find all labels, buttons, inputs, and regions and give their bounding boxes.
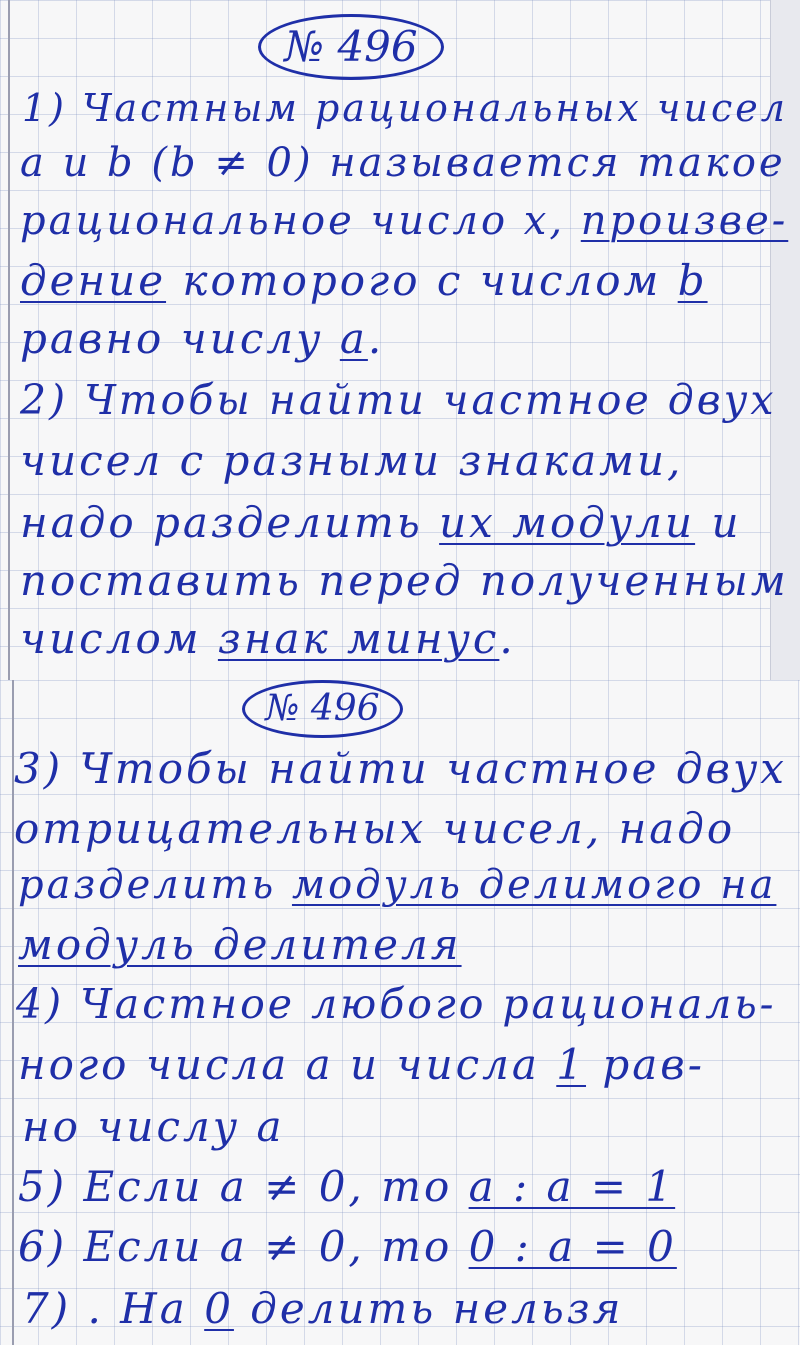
text-line: 1) Частным рациональных чисел: [22, 86, 788, 130]
underlined-term: их модули: [439, 498, 696, 547]
text-line: поставить перед полученным: [20, 556, 789, 605]
underlined-term: a : a = 1: [468, 1162, 676, 1211]
text-line: 3) Чтобы найти частное двух: [14, 744, 787, 793]
text-line: числом знак минус.: [20, 614, 516, 663]
text-line: отрицательных чисел, надо: [14, 804, 736, 853]
text-line: 5) Если a ≠ 0, то a : a = 1: [18, 1162, 676, 1211]
underlined-term: 0: [204, 1284, 234, 1333]
margin-line: [8, 0, 10, 680]
text-line: чисел с разными знаками,: [20, 436, 684, 485]
text-line: [18, 920, 462, 969]
underlined-term: a: [339, 314, 368, 363]
exercise-number-title: № 496: [258, 14, 444, 80]
underlined-term: 0 : a = 0: [468, 1222, 677, 1271]
text-line: 2) Чтобы найти частное двух: [20, 376, 777, 424]
text-line: ного числа a и числа 1 рав-: [18, 1040, 705, 1089]
underlined-term: модуль делителя: [18, 920, 462, 969]
text-line: 4) Частное любого рациональ-: [16, 980, 777, 1028]
text-line: равно числу a.: [20, 314, 385, 363]
text-line: дение которого с числом b: [20, 256, 708, 305]
underlined-term: модуль делимого на: [291, 862, 777, 908]
underlined-term: произве-: [580, 198, 789, 244]
text-line: рациональное число x, произве-: [20, 198, 789, 244]
underlined-term: b: [677, 256, 708, 305]
text-line: a и b (b ≠ 0) называется такое: [20, 140, 786, 186]
underlined-term: 1: [556, 1040, 587, 1089]
underlined-term: знак минус: [217, 614, 500, 663]
text-line: но числу a: [22, 1102, 285, 1151]
text-line: разделить модуль делимого на: [18, 862, 777, 908]
underlined-term: дение: [20, 256, 167, 305]
text-line: 6) Если a ≠ 0, то 0 : a = 0: [18, 1222, 677, 1271]
exercise-number-title: № 496: [242, 680, 403, 738]
text-line: надо разделить их модули и: [20, 498, 742, 547]
text-line: 7) . На 0 делить нельзя: [22, 1284, 624, 1333]
